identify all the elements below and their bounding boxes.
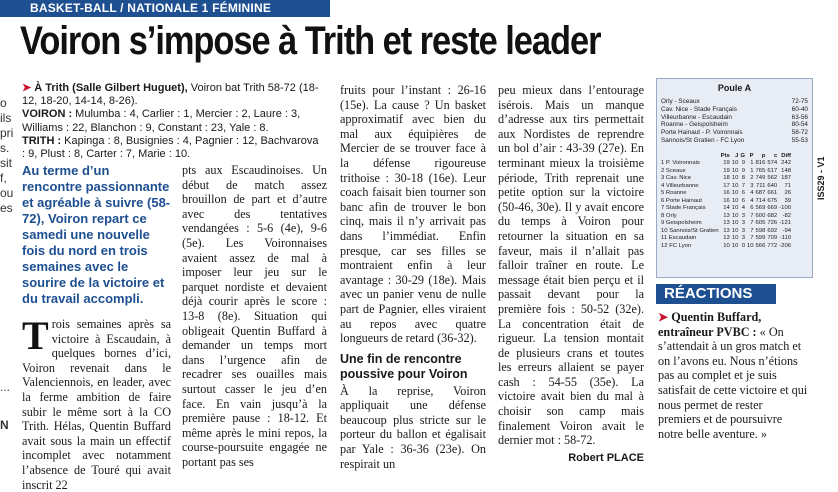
match-row: Porte Hainaut - P. Voironnais 58-72	[661, 129, 808, 137]
voiron-line	[22, 108, 322, 134]
column-4-text: peu mieux dans l’entourage isérois. Mais un manque d’adresse aux tirs permettait aux Nordistes de reprendre un bol d’air : 43-39 (27e). En terminant mieux la troisième période, Trith reprenait une petite option sur la victoire (50-46, 30e). Il y avait encore du temps à Voiron pour retourner la situation en sa faveur, mais il n’allait pas falloir traîner en route. Le message était bien perçu et il passait devant pour la première fois : 50-52 (32e). La concentration était de rigueur. La tension montait de plusieurs crans et toutes les erreurs allaient se payer cash : 54-55 (35e). La victoire avait bien du mal à choisir son camp mais finalement Voiron avait le dernier mot : 58-72.	[498, 83, 644, 448]
standings-row: 3 Cav. Nice 18 10 8 2 749 562 187	[661, 175, 792, 182]
quote-text: « On s’attendait à un gros match et on l’avons eu. Nous n’étions pas au complet et je suis satisfait de cette victoire et qui nous permet de rester premiers et de poursuivre notre belle aventure. »	[658, 324, 808, 441]
venue: À Trith (Salle Gilbert Huguet),	[34, 82, 188, 94]
subheading: Une fin de rencontre poussive pour Voiron	[340, 351, 468, 381]
edge-fragment: f,	[0, 171, 7, 185]
column-1	[22, 163, 171, 492]
poule-title: Poule A	[717, 83, 752, 93]
edge-fragment: ils	[0, 111, 12, 125]
voiron-players: Mulumba : 4, Carlier : 1, Mercier : 2, Laure : 3, Williams : 22, Blanchon : 9, Constant : 23, Yale : 8.	[22, 108, 301, 134]
standings-header: Pts J G P p c Diff	[720, 152, 792, 159]
standings-row: 7 Stade Français 14 10 4 6 569 669 -100	[661, 205, 792, 212]
standings-row: 4 Villeurbanne 17 10 7 3 711 640 71	[661, 182, 792, 189]
arrow-icon: ➤	[22, 82, 35, 94]
standings-row: 9 Geispolsheim 13 10 3 7 605 726 -121	[661, 220, 792, 227]
match-row: Villeurbanne - Escaudain 63-56	[661, 113, 808, 121]
standings-row: 10 Sannois/St Gratien 13 10 3 7 598 692 -94	[661, 227, 792, 234]
column-4	[498, 83, 644, 464]
match-row: Roanne - Geispolsheim 80-54	[661, 121, 808, 129]
standings-row: 1 P. Voironnais 19 10 9 1 816 574 242	[661, 160, 792, 167]
edge-fragment: N	[0, 418, 9, 432]
column-3	[340, 83, 486, 471]
trith-label: TRITH :	[22, 134, 62, 147]
score-summary: Voiron bat Trith 58-72 (18-12, 18-20, 14-14, 8-26).	[22, 82, 319, 108]
reaction-quote	[658, 310, 808, 441]
match-results	[657, 98, 812, 145]
column-2: pts aux Escaudinoises. Un début de match assez brouillon de part et d’autre avec des tentatives vendangées : 5-6 (4e), 9-6 (5e). Les Voironnaises avaient assez de mal à imposer leur jeu sur le parquet nordiste et devaient déjà courir après le score : 13-8 (8e). Situation qui obligeait Quentin Buffard à demander un temps mort dans l’urgence afin de recadrer ses ouailles mais surtout casser le jeu d’en face. En vain jusqu’à la première pause : 18-12. Et même après le mini repos, la course-poursuite engagée ne portant pas ses	[182, 163, 327, 469]
column-3-text-2: À la reprise, Voiron appliquait une défense beaucoup plus stricte sur le porteur du ballon et égalisait par Yale : 36-36 (23e). On respirait un	[340, 383, 486, 471]
match-row: Orly - Sceaux 72-75	[661, 98, 808, 105]
author: Robert PLACE	[568, 451, 644, 464]
arrow-icon: ➤	[658, 310, 672, 324]
body-start	[22, 313, 171, 492]
trith-line	[22, 135, 322, 161]
section-banner: BASKET-BALL / NATIONALE 1 FÉMININE	[0, 0, 330, 17]
speaker-name: Quentin Buffard, entraîneur PVBC :	[658, 310, 762, 339]
result-line	[22, 82, 322, 108]
edge-fragment: ...	[0, 380, 11, 394]
edge-fragment: ou	[0, 186, 14, 200]
drop-cap: T	[22, 313, 49, 358]
edge-fragment: es	[0, 201, 13, 215]
page-code: ISS29 - V1	[816, 156, 826, 200]
standings-row: 6 Porte Hainaut 16 10 6 4 714 675 39	[661, 197, 792, 204]
edge-fragment: pri	[0, 126, 14, 140]
match-row: Cav. Nice - Stade Français 60-40	[661, 105, 808, 113]
body-text: rois semaines après sa victoire à Escaudain, à quelques bornes d’ici, Voiron revenait dans le Valenciennois, en leader, avec la ferme ambition de faire subir le même sort à la CO Trith. Hélas, Quentin Buffard avait sous la main un effectif incomplet avec notamment l’absence de Touré qui avait inscrit 22	[22, 317, 171, 492]
edge-fragment: sit	[0, 156, 12, 170]
standings-row: 8 Orly 13 10 3 7 600 682 -82	[661, 212, 792, 219]
standings-table	[660, 153, 792, 251]
column-3-text: fruits pour l’instant : 26-16 (15e). La cause ? Un basket approximatif avec bien du mal aux équipières de Mercier de se trouver face à la défense rigoureuse trithoise : 30-18 (16e). Leur coach faisait bien tourner son banc afin de trouver le bon cinq, mais il n’y arrivait pas dans l’immédiat. Enfin presque, car ses filles se montraient enfin à leur avantage : 30-29 (18e). Mais avec un panier venu de nulle part de Pagnier, elles viraient au repos avec quatre longueurs de retard (36-32).	[340, 83, 486, 346]
result-block	[22, 82, 322, 161]
reactions-header: RÉACTIONS	[656, 284, 776, 304]
edge-fragment: o	[0, 96, 7, 110]
match-row: Sannois/St Gratien - FC Lyon 55-53	[661, 136, 808, 144]
standings-row: 11 Escaudain 13 10 3 7 599 709 -110	[661, 235, 792, 242]
voiron-label: VOIRON :	[22, 108, 73, 121]
edge-fragment: s.	[0, 141, 10, 155]
trith-players: Kapinga : 8, Busignies : 4, Pagnier : 12, Bachvarova : 9, Plust : 8, Carter : 7, Marie : 10.	[22, 134, 319, 161]
lead-paragraph: Au terme d’un rencontre passionnante et agréable à suivre (58-72), Voiron repart ce samedi une nouvelle fois du nord en trois semaines avec le sourire de la victoire et du travail accompli.	[22, 163, 171, 306]
standings-row: 5 Roanne 16 10 6 4 687 661 26	[661, 190, 792, 197]
headline: Voiron s’impose à Trith et reste leader	[20, 19, 601, 63]
standings-row: 2 Sceaux 19 10 9 1 765 617 148	[661, 167, 792, 174]
standings-box	[656, 78, 813, 278]
standings-row: 12 FC Lyon 10 10 0 10 566 772 -206	[661, 242, 792, 249]
